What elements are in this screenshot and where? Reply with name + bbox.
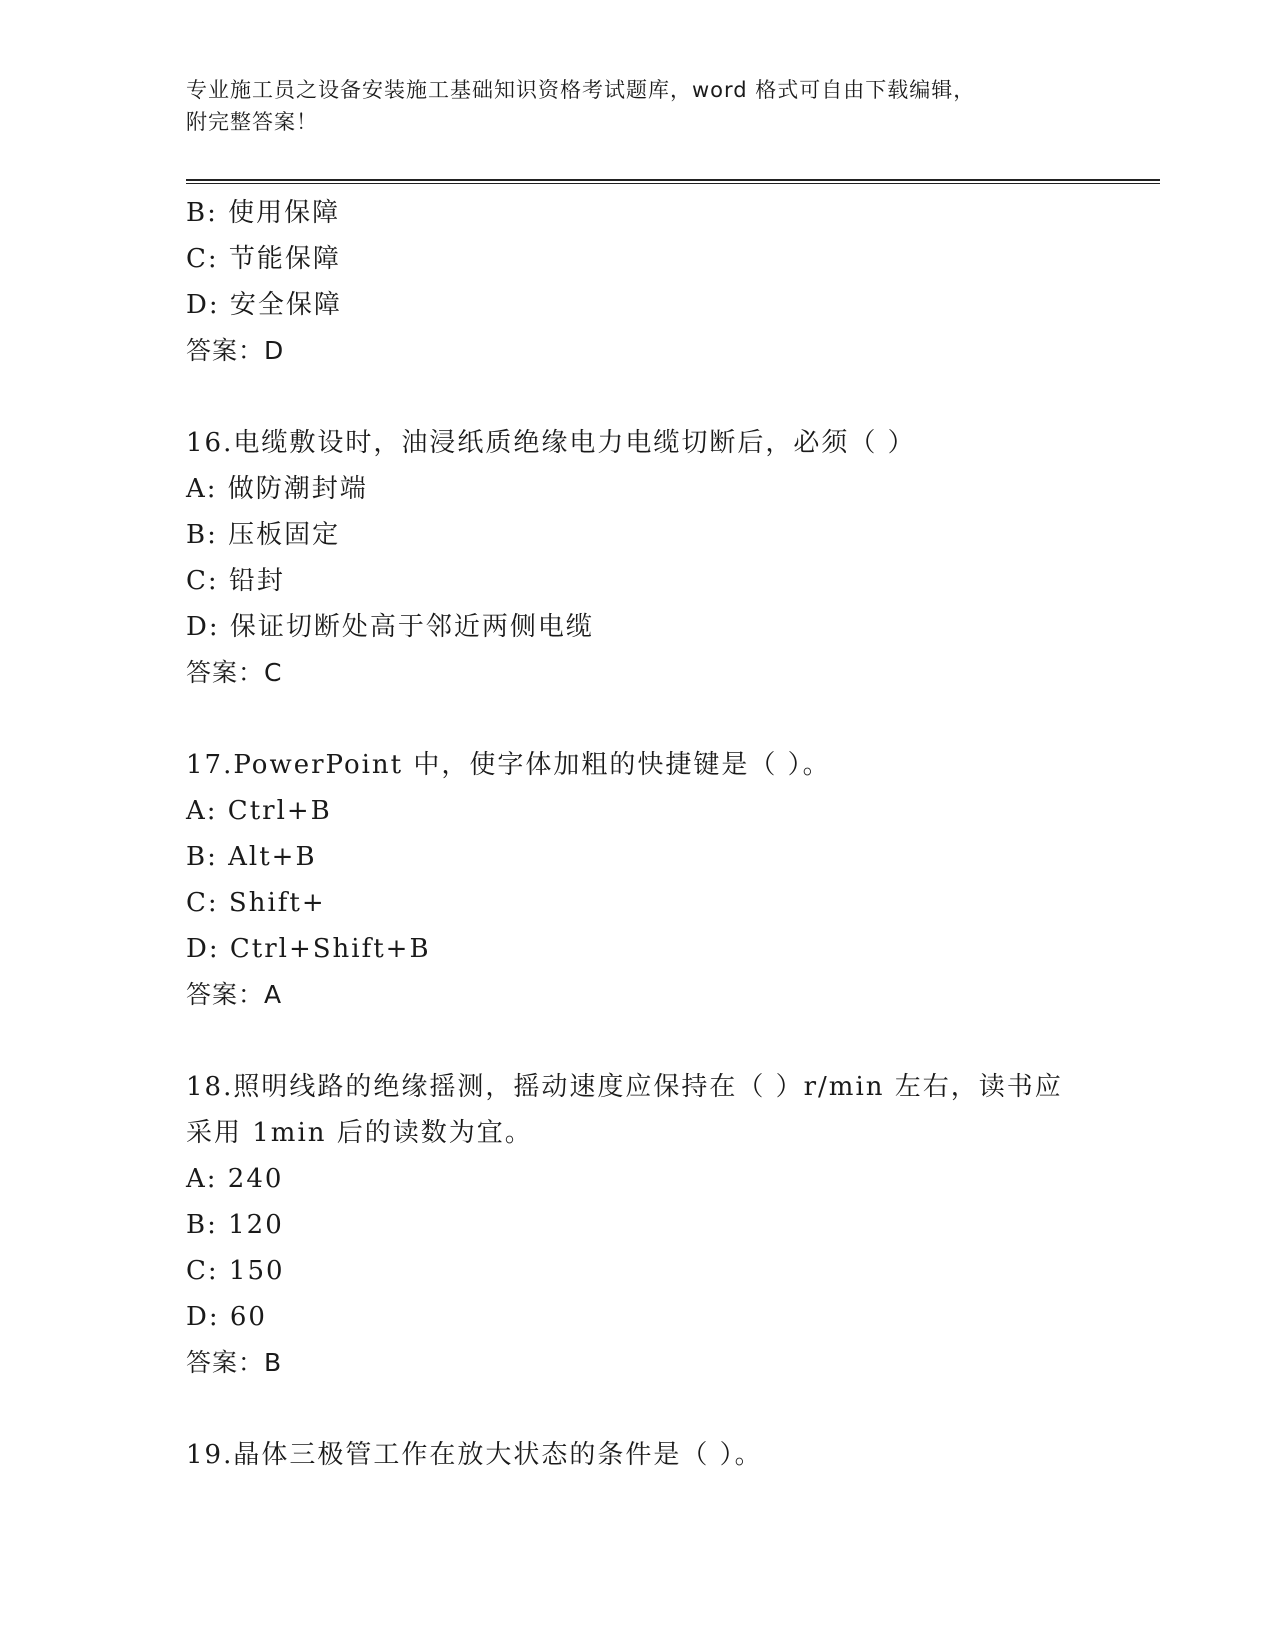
option-c: C: 节能保障: [186, 244, 341, 274]
option-d: D: Ctrl+Shift+B: [186, 934, 431, 964]
option-b: B: 使用保障: [186, 198, 341, 228]
option-d: D: 保证切断处高于邻近两侧电缆: [186, 612, 594, 642]
option-c: C: 铅封: [186, 566, 285, 596]
header-divider: [186, 179, 1160, 184]
question-19: [186, 1432, 1160, 1478]
option-d: D: 安全保障: [186, 290, 342, 320]
question-18: [186, 1064, 1160, 1386]
option-a: A: Ctrl+B: [186, 796, 332, 826]
question-17: [186, 742, 1160, 1018]
question-stem-line-1: 18.照明线路的绝缘摇测，摇动速度应保持在（ ）r/min 左右，读书应: [186, 1072, 1063, 1102]
spacer: [186, 1018, 1160, 1064]
spacer: [186, 696, 1160, 742]
question-list: [186, 190, 1160, 1478]
option-b: B: 压板固定: [186, 520, 341, 550]
option-c: C: Shift+: [186, 888, 326, 918]
option-a: A: 240: [186, 1164, 284, 1194]
answer-line: 答案：A: [186, 980, 283, 1009]
spacer: [186, 374, 1160, 420]
spacer: [186, 1386, 1160, 1432]
option-a: A: 做防潮封端: [186, 474, 368, 504]
option-b: B: 120: [186, 1210, 284, 1240]
answer-line: 答案：D: [186, 336, 285, 365]
option-d: D: 60: [186, 1302, 267, 1332]
option-c: C: 150: [186, 1256, 285, 1286]
question-15-tail: [186, 190, 1160, 374]
question-stem: 17.PowerPoint 中，使字体加粗的快捷键是（ ）。: [186, 750, 831, 780]
document-header: [186, 74, 1086, 138]
option-b: B: Alt+B: [186, 842, 317, 872]
question-stem: 16.电缆敷设时，油浸纸质绝缘电力电缆切断后，必须（ ）: [186, 428, 916, 458]
header-line-1: 专业施工员之设备安装施工基础知识资格考试题库，word 格式可自由下载编辑，: [186, 78, 976, 102]
answer-line: 答案：C: [186, 658, 283, 687]
answer-line: 答案：B: [186, 1348, 283, 1377]
header-line-2: 附完整答案！: [186, 110, 318, 134]
question-16: [186, 420, 1160, 696]
question-stem-line-2: 采用 1min 后的读数为宜。: [186, 1118, 533, 1148]
question-stem: 19.晶体三极管工作在放大状态的条件是（ ）。: [186, 1440, 763, 1470]
